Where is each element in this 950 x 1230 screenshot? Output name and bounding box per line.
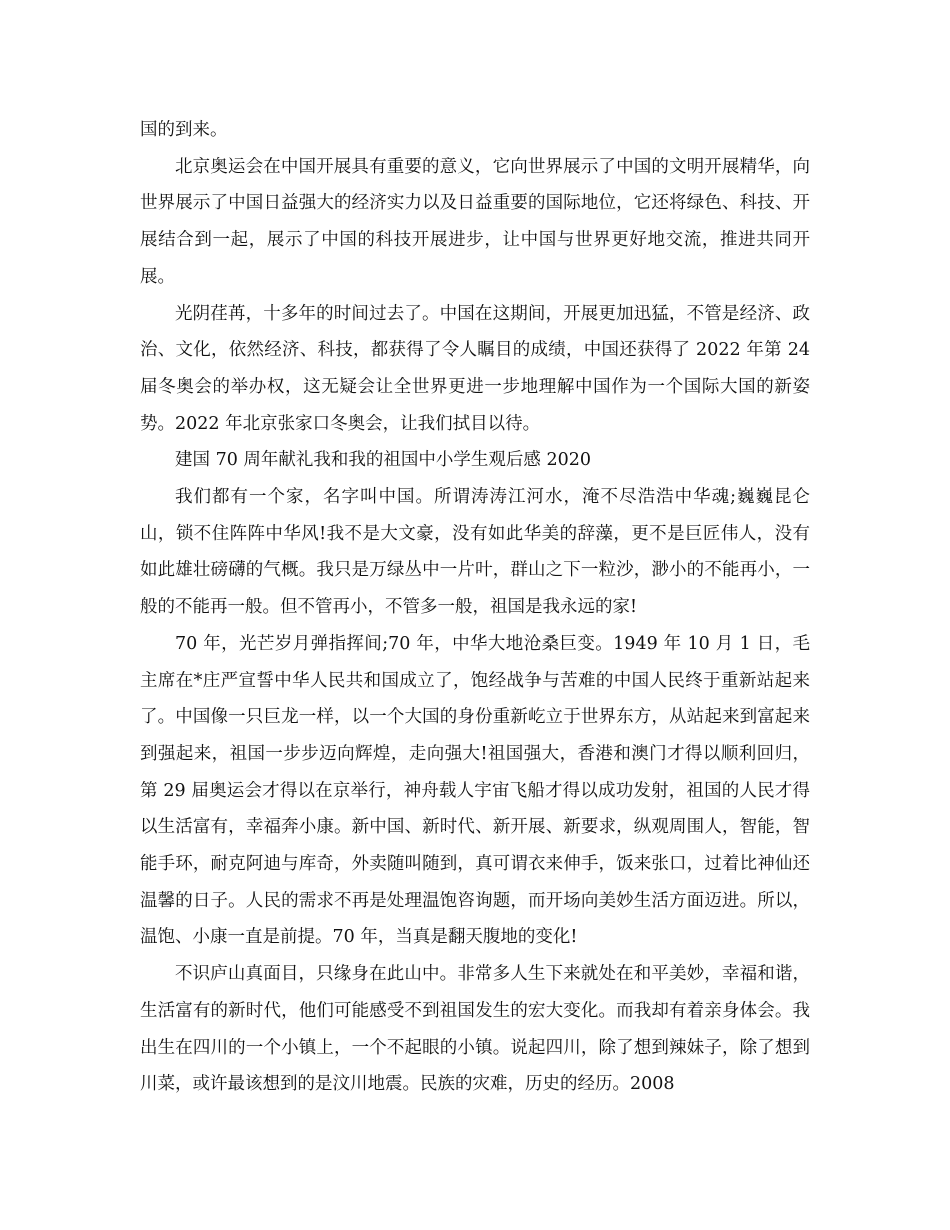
paragraph-olympics-significance: 北京奥运会在中国开展具有重要的意义，它向世界展示了中国的文明开展精华，向世界展示了中国日益强大的经济实力以及日益重要的国际地位，它还将绿色、科技、开展结合到一起，展示了中国的科技开展进步，让中国与世界更好地交流，推进共同开展。: [140, 156, 810, 287]
paragraph-70-years: 70 年，光芒岁月弹指挥间;70 年，中华大地沧桑巨变。1949 年 10 月 1 日，毛主席在*庄严宣誓中华人民共和国成立了，饱经战争与苦难的中国人民终于重新站起来了。中国像一只巨龙一样，以一个大国的身份重新屹立于世界东方，从站起来到富起来到强起来，祖国一步步迈向辉煌，走向强大!祖国强大，香港和澳门才得以顺利回归，第 29 届奥运会才得以在京举行，神舟载人宇宙飞船才得以成功发射，祖国的人民才得以生活富有，幸福奔小康。新中国、新时代、新开展、新要求，纵观周围人，智能，智能手环，耐克阿迪与库奇，外卖随叫随到，真可谓衣来伸手，饭来张口，过着比神仙还温馨的日子。人民的需求不再是处理温饱咨询题，而开场向美妙生活方面迈进。所以，温饱、小康一直是前提。70 年，当真是翻天腹地的变化!: [140, 633, 810, 948]
paragraph-home-china: 我们都有一个家，名字叫中国。所谓涛涛江河水，淹不尽浩浩中华魂;巍巍昆仑山，锁不住阵阵中华风!我不是大文豪，没有如此华美的辞藻，更不是巨匠伟人，没有如此雄壮磅礴的气概。我只是万绿丛中一片叶，群山之下一粒沙，渺小的不能再小，一般的不能再一般。但不管再小，不管多一般，祖国是我永远的家!: [140, 487, 810, 618]
section-title: 建国 70 周年献礼我和我的祖国中小学生观后感 2020: [175, 450, 591, 471]
paragraph-winter-olympics: 光阴荏苒，十多年的时间过去了。中国在这期间，开展更加迅猛，不管是经济、政治、文化，依然经济、科技，都获得了令人瞩目的成绩，中国还获得了 2022 年第 24 届冬奥会的举办权，这无疑会让全世界更进一步地理解中国作为一个国际大国的新姿势。2022 年北京张家口冬奥会，让我们拭目以待。: [140, 303, 810, 434]
document-body: [140, 112, 810, 1103]
paragraph-continuation: 国的到来。: [140, 120, 228, 140]
paragraph-personal-experience: 不识庐山真面目，只缘身在此山中。非常多人生下来就处在和平美妙，幸福和谐，生活富有的新时代，他们可能感受不到祖国发生的宏大变化。而我却有着亲身体会。我出生在四川的一个小镇上，一个不起眼的小镇。说起四川，除了想到辣妹子，除了想到川菜，或许最该想到的是汶川地震。民族的灾难，历史的经历。2008: [140, 964, 810, 1095]
